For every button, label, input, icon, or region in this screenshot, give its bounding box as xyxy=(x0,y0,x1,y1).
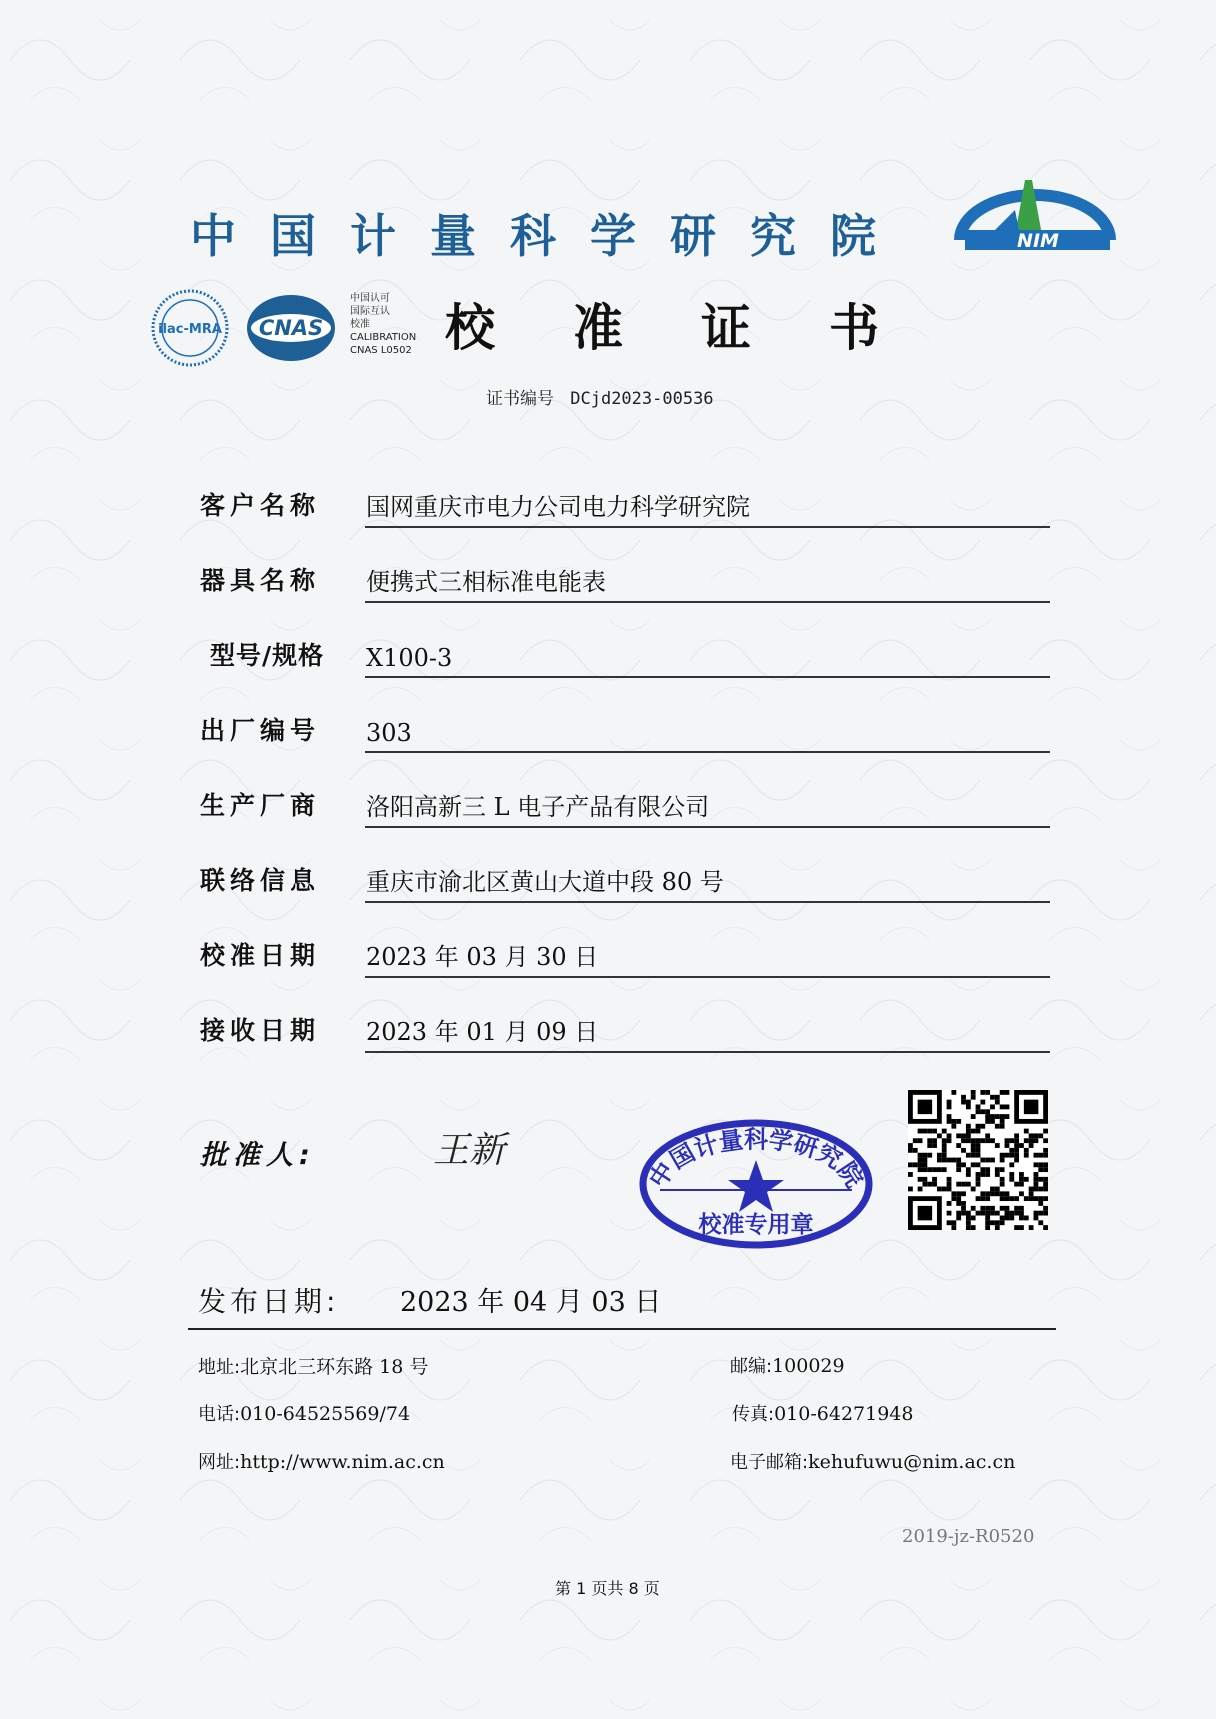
underline xyxy=(365,1051,1050,1053)
field-contact-info xyxy=(200,853,1050,903)
cal-line: 国际互认 xyxy=(350,306,390,317)
address-value: 北京北三环东路 18 号 xyxy=(240,1356,429,1378)
cnas-logo xyxy=(245,293,337,363)
address-label: 地址: xyxy=(198,1357,241,1378)
field-value: 国网重庆市电力公司电力科学研究院 xyxy=(366,493,750,521)
issue-date-value: 2023 年 04 月 03 日 xyxy=(400,1287,662,1318)
footer-divider xyxy=(188,1328,1056,1330)
seal-top-text: 中国计量科学研究院 xyxy=(643,1125,869,1193)
cert-no-label: 证书编号 xyxy=(486,389,554,409)
field-value: 2023 年 01 月 09 日 xyxy=(366,1018,599,1046)
underline xyxy=(365,976,1050,978)
email-link[interactable]: kehufuwu@nim.ac.cn xyxy=(808,1451,1016,1473)
approver-label: 批准人: xyxy=(200,1140,316,1171)
cal-line: CNAS L0502 xyxy=(350,345,412,356)
ilac-mra-logo xyxy=(150,288,230,368)
nim-logo xyxy=(950,175,1120,265)
address xyxy=(198,1352,428,1379)
underline xyxy=(365,826,1050,828)
ilac-logo-text: ilac-MRA xyxy=(158,322,222,337)
field-serial xyxy=(200,703,1050,753)
field-model xyxy=(200,628,1050,678)
postcode-value: 100029 xyxy=(772,1355,845,1377)
page-number: 第 1 页共 8 页 xyxy=(555,1579,660,1598)
cal-line: 中国认可 xyxy=(350,293,390,304)
field-manufacturer xyxy=(200,778,1050,828)
postcode xyxy=(730,1352,845,1378)
field-value: 2023 年 03 月 30 日 xyxy=(366,943,599,971)
field-customer xyxy=(200,478,1050,528)
field-label: 客户名称 xyxy=(200,491,321,520)
postcode-label: 邮编: xyxy=(730,1356,773,1377)
underline xyxy=(365,901,1050,903)
nim-logo-text: NIM xyxy=(1017,230,1059,252)
phone-label: 电话: xyxy=(198,1404,241,1425)
calibration-seal xyxy=(638,1118,874,1250)
field-value: 重庆市渝北区黄山大道中段 80 号 xyxy=(366,868,724,896)
form-code: 2019-jz-R0520 xyxy=(902,1526,1035,1547)
field-value: 便携式三相标准电能表 xyxy=(366,568,606,596)
underline xyxy=(365,526,1050,528)
institute-name: 中国计量科学研究院 xyxy=(190,209,910,263)
website-label: 网址: xyxy=(198,1452,241,1473)
field-calibration-date xyxy=(200,928,1050,978)
phone-value: 010-64525569/74 xyxy=(240,1403,411,1425)
field-instrument xyxy=(200,553,1050,603)
field-label: 生产厂商 xyxy=(200,791,321,820)
issue-date-label: 发布日期: xyxy=(198,1285,340,1318)
fax-value: 010-64271948 xyxy=(774,1403,914,1425)
seal-bottom-text: 校准专用章 xyxy=(698,1212,814,1238)
phone xyxy=(198,1400,410,1426)
website xyxy=(198,1448,445,1474)
website-link[interactable]: http://www.nim.ac.cn xyxy=(240,1451,445,1473)
underline xyxy=(365,601,1050,603)
certificate-number xyxy=(486,384,766,409)
cnas-logo-text: CNAS xyxy=(258,316,324,340)
field-label: 校准日期 xyxy=(200,941,321,970)
underline xyxy=(365,751,1050,753)
fax-label: 传真: xyxy=(732,1404,775,1425)
field-receipt-date xyxy=(200,1003,1050,1053)
field-value: 303 xyxy=(366,719,412,747)
field-label: 型号/规格 xyxy=(210,641,325,670)
email-label: 电子邮箱: xyxy=(730,1452,809,1473)
email xyxy=(730,1448,1015,1474)
signature xyxy=(425,1118,525,1178)
field-label: 接收日期 xyxy=(200,1016,321,1045)
qr-code[interactable] xyxy=(908,1090,1048,1230)
cal-line: 校准 xyxy=(350,319,370,330)
cert-no-value: DCjd2023-00536 xyxy=(570,389,714,409)
field-value: 洛阳高新三 L 电子产品有限公司 xyxy=(366,793,710,821)
cal-line: CALIBRATION xyxy=(350,332,417,343)
field-label: 出厂编号 xyxy=(200,716,321,745)
certificate-title: 校准证书 xyxy=(445,299,957,357)
field-value: X100-3 xyxy=(366,644,453,672)
field-label: 联络信息 xyxy=(200,866,321,895)
underline xyxy=(365,676,1050,678)
field-label: 器具名称 xyxy=(200,566,321,595)
signature-text: 王新 xyxy=(433,1130,506,1171)
calibration-accreditation-text xyxy=(350,292,450,357)
fax xyxy=(732,1400,913,1426)
